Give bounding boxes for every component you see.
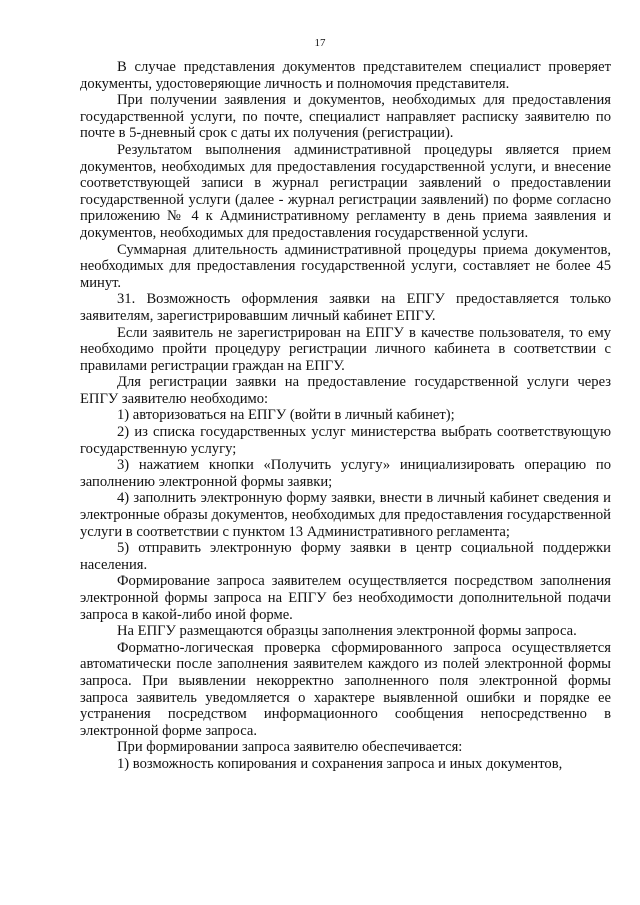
paragraph-provided-features-intro: При формировании запроса заявителю обеспечивается: bbox=[117, 739, 463, 756]
list-item-step-3: 3) нажатием кнопки «Получить услугу» инициализировать операцию по заполнению электронной формы заявки; bbox=[80, 457, 611, 490]
list-item-feature-1: 1) возможность копирования и сохранения запроса и иных документов, bbox=[117, 755, 563, 772]
document-body bbox=[80, 59, 611, 773]
paragraph-registration-required: Если заявитель не зарегистрирован на ЕПГУ в качестве пользователя, то ему необходимо пройти процедуру регистрации личного кабинета в соответствии с правилами регистрации граждан на ЕПГУ. bbox=[80, 324, 611, 374]
list-item-step-4: 4) заполнить электронную форму заявки, внести в личный кабинет сведения и электронные образы документов, необходимых для предоставления государственной услуги в соответствии с пунктом 13 Административного регламента; bbox=[80, 490, 611, 540]
paragraph-request-formation: Формирование запроса заявителем осуществляется посредством заполнения электронной формы запроса на ЕПГУ без необходимости дополнительной подачи запроса в какой-либо иной форме. bbox=[80, 573, 611, 623]
paragraph-procedure-result: Результатом выполнения административной процедуры является прием документов, необходимых для предоставления государственной услуги, и внесение соответствующей записи в журнал регистрации заявлений о предоставлении государственной услуги (далее - журнал регистрации заявлений) по форме согласно приложению № 4 к Административному регламенту в день приема заявления и документов, необходимых для предоставления государственной услуги. bbox=[80, 141, 611, 241]
paragraph-item-31: 31. Возможность оформления заявки на ЕПГУ предоставляется только заявителям, зарегистрировавшим личный кабинет ЕПГУ. bbox=[80, 291, 611, 324]
list-item-step-1: 1) авторизоваться на ЕПГУ (войти в личный кабинет); bbox=[117, 407, 455, 424]
list-item-step-2: 2) из списка государственных услуг министерства выбрать соответствующую государственную услугу; bbox=[80, 424, 611, 457]
paragraph-procedure-duration: Суммарная длительность административной процедуры приема документов, необходимых для предоставления государственной услуги, составляет не более 45 минут. bbox=[80, 241, 611, 291]
paragraph-format-check: Форматно-логическая проверка сформированного запроса осуществляется автоматически после заполнения заявителем каждого из полей электронной формы запроса. При выявлении некорректно заполненного поля электронной формы запроса заявитель уведомляется о характере выявленной ошибки и порядке ее устранения посредством информационного сообщения непосредственно в электронной форме запроса. bbox=[80, 639, 611, 739]
paragraph-form-samples: На ЕПГУ размещаются образцы заполнения электронной формы запроса. bbox=[117, 623, 577, 640]
paragraph-representative-check: В случае представления документов представителем специалист проверяет документы, удостоверяющие личность и полномочия представителя. bbox=[80, 59, 611, 92]
page-number: 17 bbox=[314, 37, 326, 49]
paragraph-postal-receipt: При получении заявления и документов, необходимых для предоставления государственной услуги, по почте, специалист направляет расписку заявителю по почте в 5-дневный срок с даты их получения (регистрации). bbox=[80, 92, 611, 142]
list-item-step-5: 5) отправить электронную форму заявки в центр социальной поддержки населения. bbox=[80, 540, 611, 573]
paragraph-registration-steps-intro: Для регистрации заявки на предоставление государственной услуги через ЕПГУ заявителю необходимо: bbox=[80, 374, 611, 407]
